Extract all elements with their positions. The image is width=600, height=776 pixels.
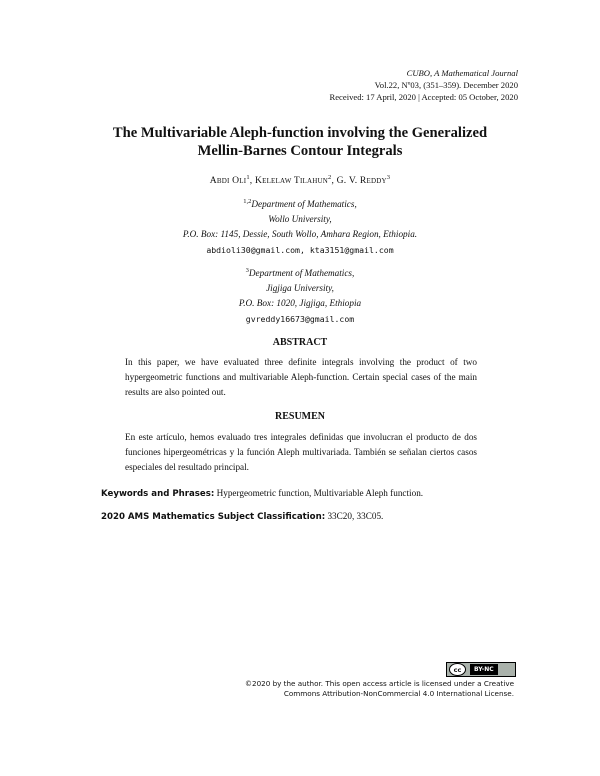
author-3-sup: 3 xyxy=(386,174,391,181)
affiliation-1-univ: Wollo University, xyxy=(268,214,332,225)
resumen-heading: RESUMEN xyxy=(274,411,325,422)
keywords-label: Keywords and Phrases: xyxy=(101,489,215,499)
author-sep-1: , xyxy=(249,175,255,187)
resumen-text: En este artículo, hemos evaluado tres integrales definidas que involucran el producto de dos funciones hipergeométricas y la función Aleph multivariada. También se señalan ciertos casos especiales del resultado principal. xyxy=(125,432,477,472)
msc-label: 2020 AMS Mathematics Subject Classification: xyxy=(101,512,326,522)
affiliation-2-address: P.O. Box: 1020, Jigjiga, Ethiopia xyxy=(238,298,362,309)
author-2: Kelelaw Tilahun xyxy=(254,175,329,187)
affiliation-2 xyxy=(0,263,600,327)
abstract-heading: ABSTRACT xyxy=(272,337,328,348)
license-line-1: ©2020 by the author. This open access article is licensed under a Creative xyxy=(244,679,514,688)
author-sep-2: , xyxy=(331,175,337,187)
journal-header xyxy=(330,67,518,104)
msc-text: 33C20, 33C05. xyxy=(327,511,384,521)
affiliation-2-univ: Jigjiga University, xyxy=(266,283,334,294)
affiliation-1 xyxy=(0,194,600,258)
cc-icon: cc xyxy=(449,663,466,676)
author-1: Abdi Oli xyxy=(209,175,247,187)
abstract-text: In this paper, we have evaluated three definite integrals involving the product of two hypergeometric functions and multivariable Aleph-function. Certain special cases of the main results are also pointed out. xyxy=(125,357,477,397)
author-2-sup: 2 xyxy=(328,174,332,181)
affiliation-1-emails[interactable]: abdioli30@gmail.com, kta3151@gmail.com xyxy=(206,244,394,255)
affiliation-2-email[interactable]: gvreddy16673@gmail.com xyxy=(245,313,355,324)
msc-classification xyxy=(101,511,521,522)
author-1-sup: 1 xyxy=(246,174,250,181)
volume-info: Vol.22, Nº03, (351–359). December 2020 xyxy=(374,80,518,91)
keywords xyxy=(101,488,521,499)
paper-title xyxy=(0,125,600,160)
title-line-2: Mellin-Barnes Contour Integrals xyxy=(197,142,403,159)
affiliation-1-address: P.O. Box: 1145, Dessie, South Wollo, Amhara Region, Ethiopia. xyxy=(182,229,418,240)
affiliation-1-dept: Department of Mathematics, xyxy=(251,199,357,210)
license-line-2[interactable]: Commons Attribution-NonCommercial 4.0 International License. xyxy=(283,688,514,698)
title-line-1: The Multivariable Aleph-function involving the Generalized xyxy=(112,125,488,141)
affiliation-2-sup: 3 xyxy=(245,267,249,274)
affiliation-1-sup: 1,2 xyxy=(243,198,252,205)
received-accepted-dates: Received: 17 April, 2020 | Accepted: 05 October, 2020 xyxy=(329,92,518,103)
author-list xyxy=(0,174,600,186)
keywords-text: Hypergeometric function, Multivariable Aleph function. xyxy=(216,488,424,498)
license-notice xyxy=(234,679,514,698)
cc-license-badge[interactable] xyxy=(446,662,516,677)
journal-name: CUBO, A Mathematical Journal xyxy=(406,68,518,78)
affiliation-2-dept: Department of Mathematics, xyxy=(248,268,355,279)
author-3: G. V. Reddy xyxy=(336,175,387,187)
by-nc-label: BY-NC xyxy=(470,664,498,675)
